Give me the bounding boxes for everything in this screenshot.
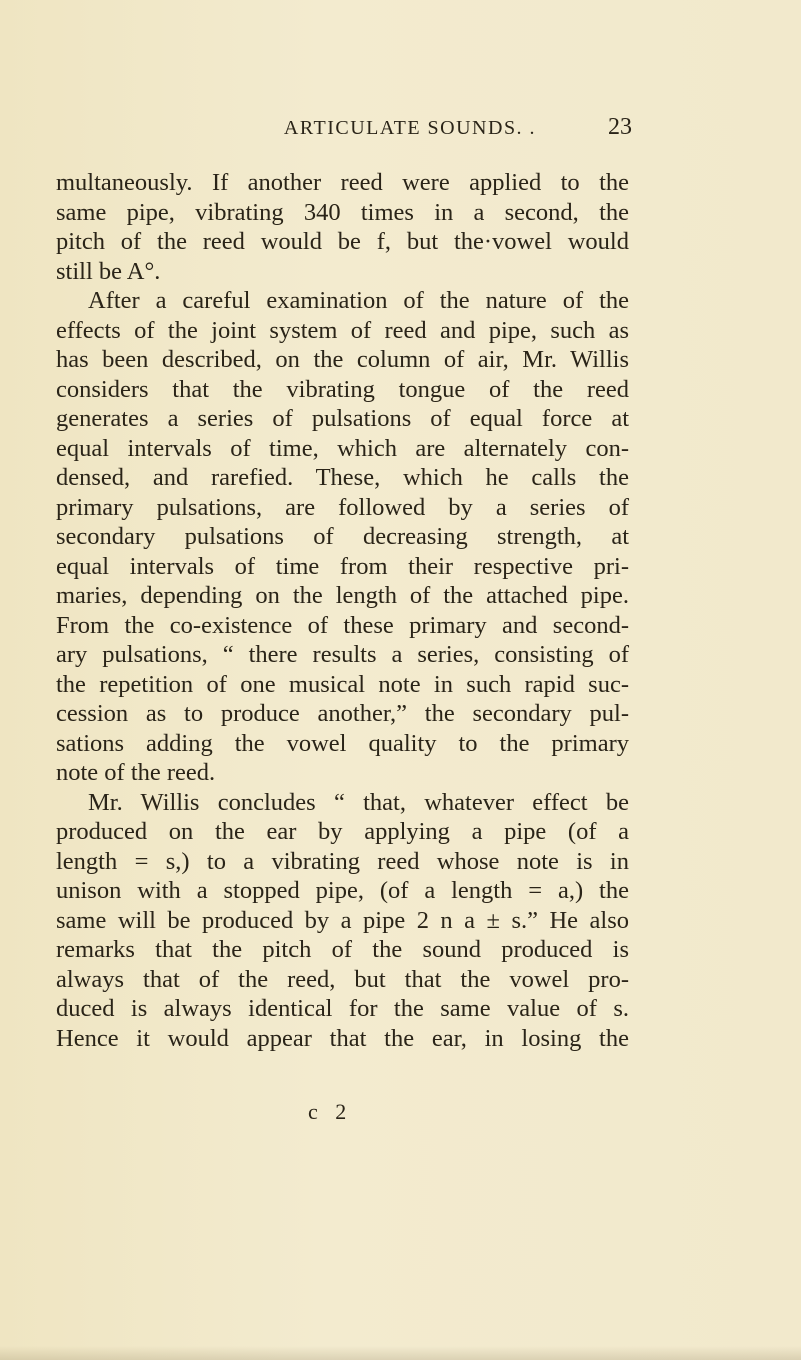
text-line: equal intervals of time from their respective pri- (56, 552, 629, 580)
text-line: effects of the joint system of reed and pipe, such as (56, 316, 629, 344)
text-line: generates a series of pulsations of equal force at (56, 405, 629, 432)
text-line: always that of the reed, but that the vowel pro- (56, 965, 629, 993)
text-line: still be A°. (56, 257, 161, 285)
text-line: ary pulsations, “ there results a series, consisting of (56, 641, 629, 668)
text-line: same will be produced by a pipe 2 n a ± s.” He also (56, 906, 629, 934)
text-line: equal intervals of time, which are alternately con- (56, 434, 629, 462)
text-line: remarks that the pitch of the sound produced is (56, 936, 629, 963)
page-bottom-edge (0, 1346, 801, 1360)
text-line: duced is always identical for the same value of s. (56, 995, 629, 1022)
text-line: same pipe, vibrating 340 times in a second, the (56, 198, 629, 226)
text-line: From the co-existence of these primary and second- (56, 611, 629, 639)
paragraph-start-line: Mr. Willis concludes “ that, whatever effect be (88, 788, 629, 816)
text-line: densed, and rarefied. These, which he calls the (56, 464, 629, 491)
text-line: cession as to produce another,” the secondary pul- (56, 700, 629, 727)
text-line: produced on the ear by applying a pipe (of a (56, 818, 629, 845)
text-line: sations adding the vowel quality to the primary (56, 729, 629, 757)
text-line: length = s,) to a vibrating reed whose note is in (56, 847, 629, 875)
text-line: considers that the vibrating tongue of the reed (56, 375, 629, 403)
text-line: maries, depending on the length of the attached pipe. (56, 582, 629, 609)
text-line: note of the reed. (56, 759, 216, 786)
text-line: unison with a stopped pipe, (of a length = a,) the (56, 877, 629, 904)
paragraph-start-line: After a careful examination of the nature of the (88, 287, 629, 314)
body-text (56, 168, 629, 1053)
text-line: secondary pulsations of decreasing strength, at (56, 523, 629, 550)
text-line: has been described, on the column of air, Mr. Willis (56, 346, 629, 373)
text-line: the repetition of one musical note in such rapid suc- (56, 670, 629, 698)
text-line: primary pulsations, are followed by a series of (56, 493, 629, 521)
page-number: 23 (608, 114, 632, 140)
running-head: ARTICULATE SOUNDS. . (283, 117, 537, 139)
text-line: multaneously. If another reed were applied to the (56, 169, 629, 196)
signature-mark: c 2 (308, 1099, 353, 1124)
text-line: pitch of the reed would be f, but the·vowel would (56, 228, 629, 255)
text-line: Hence it would appear that the ear, in losing the (56, 1024, 629, 1052)
